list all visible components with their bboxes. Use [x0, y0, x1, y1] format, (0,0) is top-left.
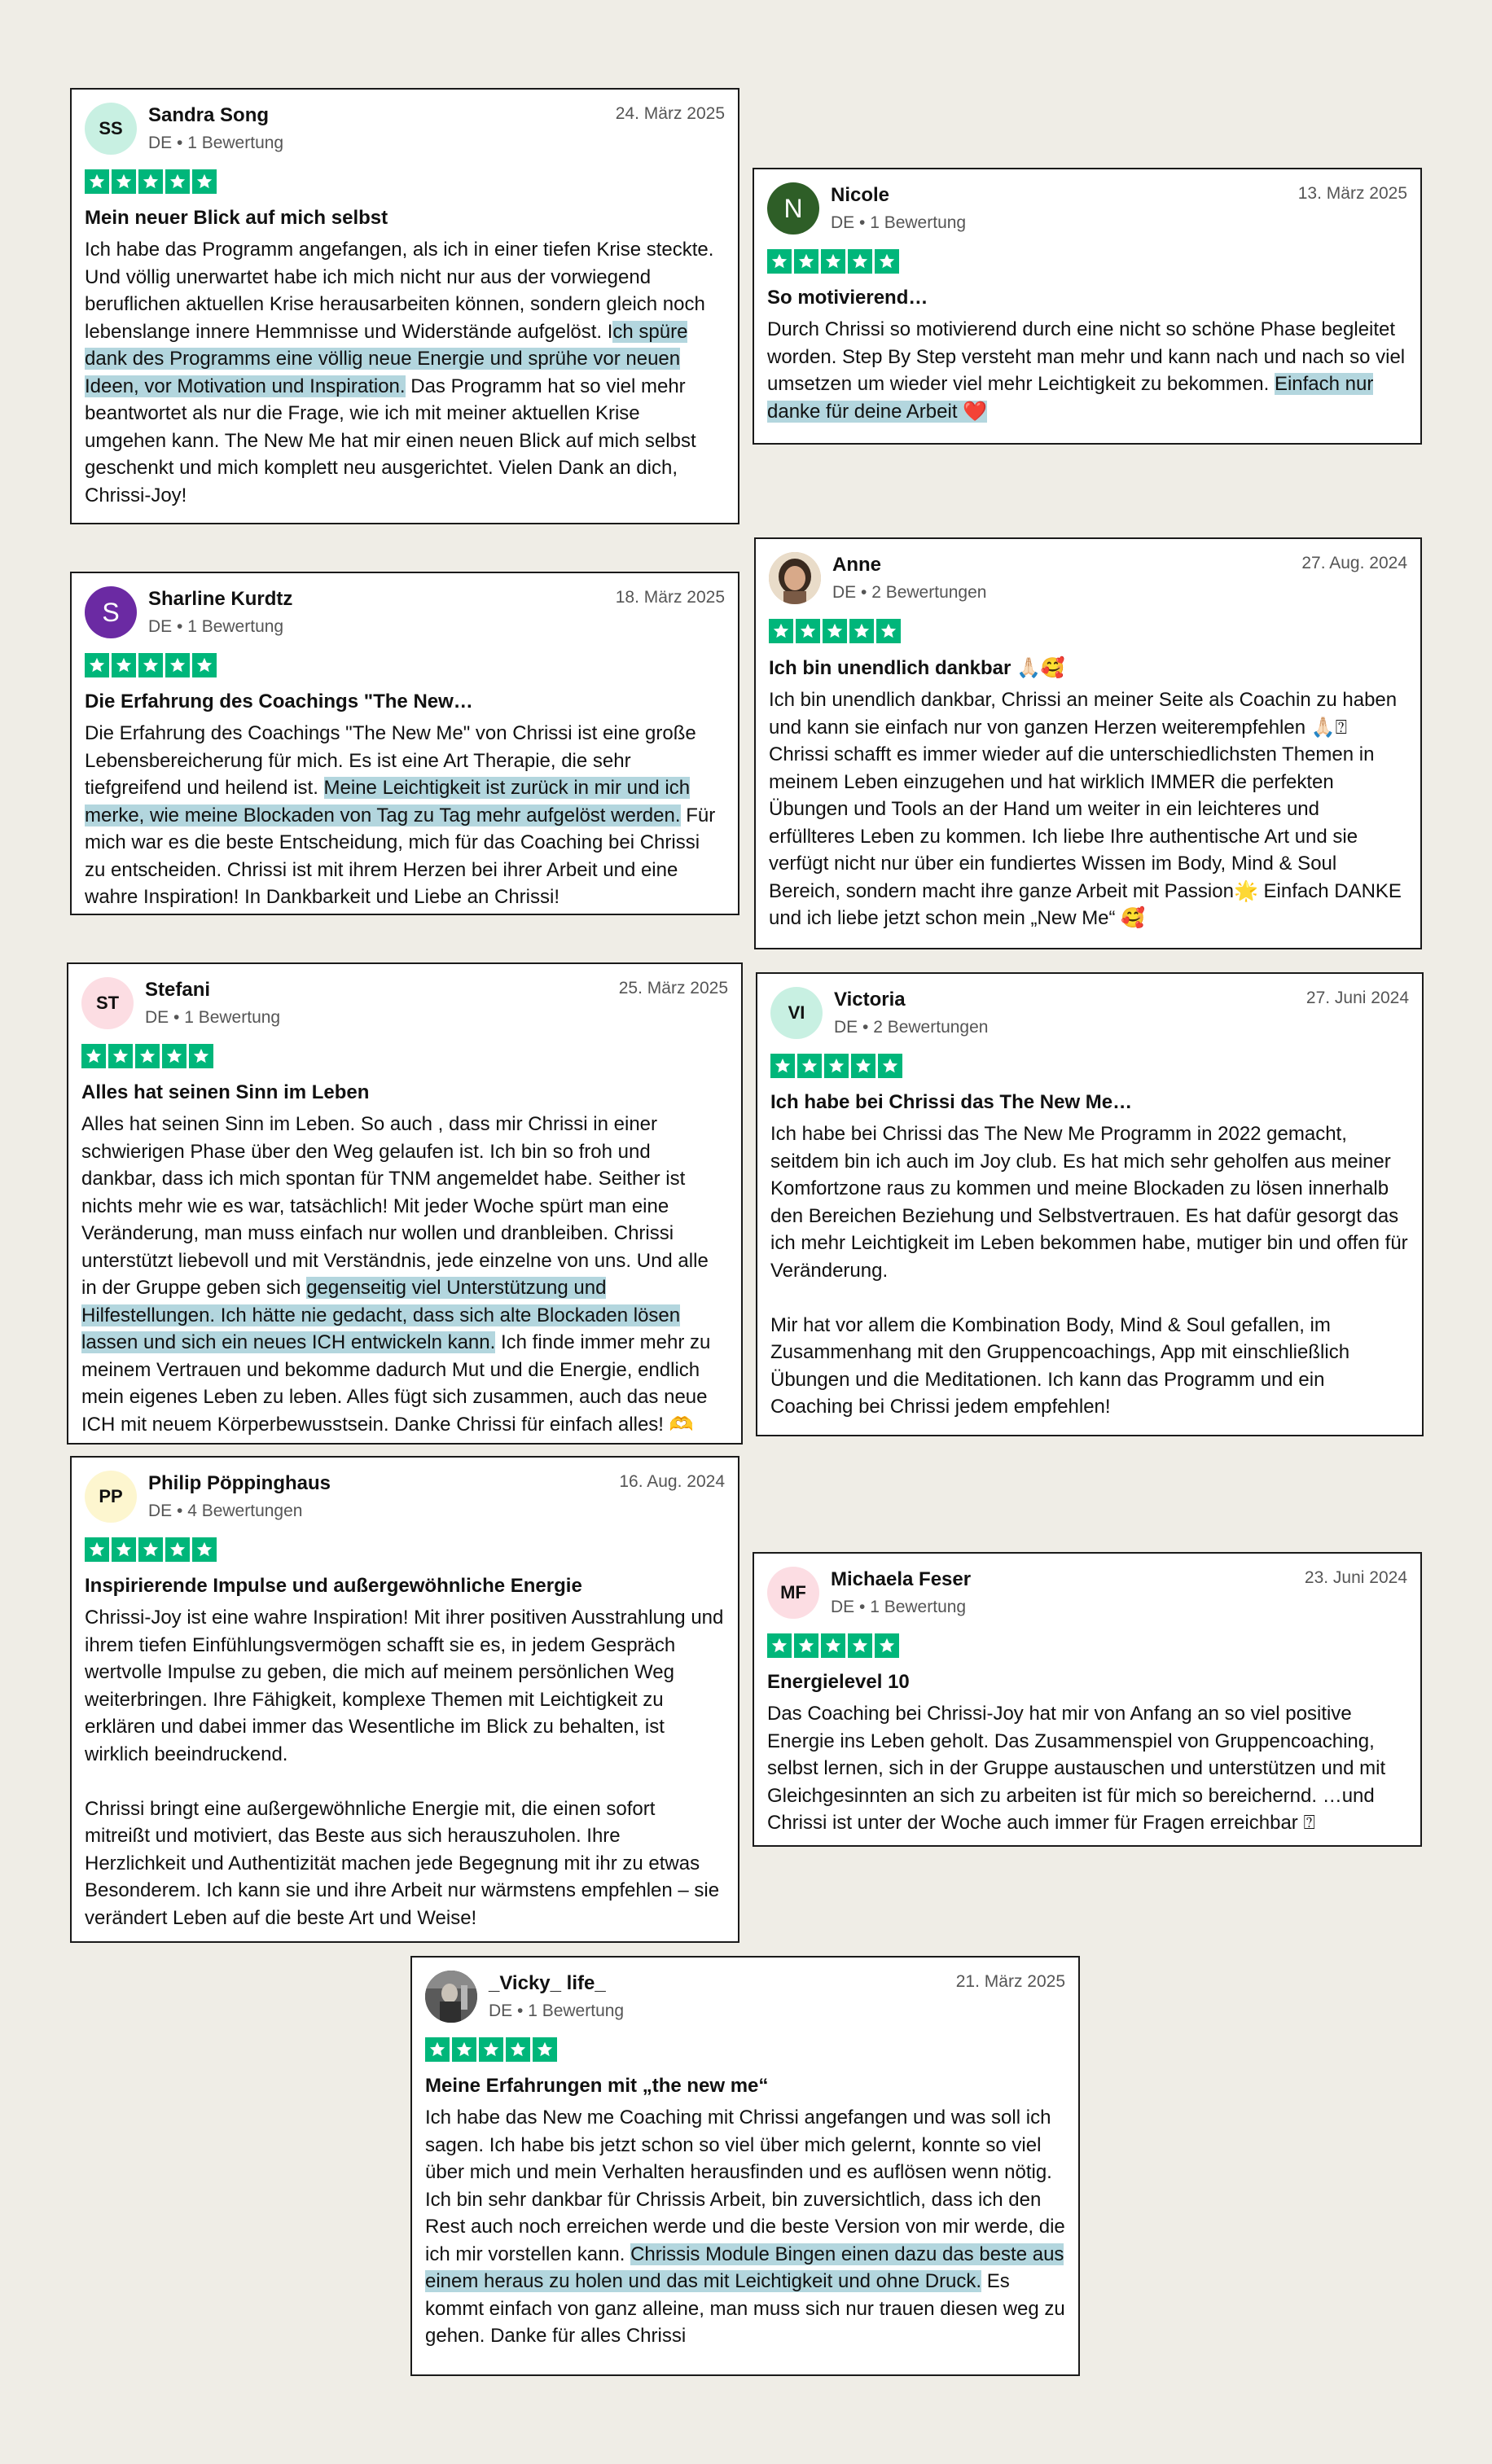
avatar-photo	[425, 1971, 477, 2023]
star-icon	[452, 2037, 476, 2062]
reviewer-meta: DE • 1 Bewertung	[831, 1598, 967, 1616]
review-date: 23. Juni 2024	[1304, 1568, 1407, 1587]
star-icon	[769, 619, 793, 643]
star-icon	[875, 1633, 899, 1658]
star-rating	[81, 1044, 728, 1068]
star-rating	[767, 1633, 1407, 1658]
star-icon	[112, 653, 136, 677]
review-date: 18. März 2025	[615, 588, 725, 607]
star-icon	[112, 1537, 136, 1562]
reviewer-name[interactable]: Michaela Feser	[831, 1568, 972, 1590]
review-text-part: Für mich war es die beste Entscheidung, mich für das Coaching bei Chrissi zu entscheiden. Chrissi ist mit ihrem Herzen bei ihrer Arbeit und eine wahre Inspiration! In Dankbarkeit und Liebe an Chrissi!	[85, 804, 716, 908]
review-text-part: Durch Chrissi so motivierend durch eine nicht so schöne Phase begleitet worden. Step By Step versteht man mehr und kann nach und nach so viel umsetzen um wieder viel mehr Leichtigkeit zu bekommen.	[767, 318, 1406, 395]
review-title[interactable]: So motivierend…	[767, 287, 928, 309]
avatar: S	[85, 586, 137, 638]
star-icon	[165, 653, 190, 677]
reviewer-meta: DE • 2 Bewertungen	[834, 1018, 989, 1037]
review-card	[70, 1456, 739, 1943]
star-icon	[794, 249, 818, 274]
review-title[interactable]: Die Erfahrung des Coachings "The New…	[85, 691, 473, 712]
star-icon	[821, 249, 845, 274]
star-rating	[770, 1054, 1409, 1078]
reviewer-name[interactable]: Nicole	[831, 184, 890, 206]
avatar: N	[767, 182, 819, 235]
star-icon	[849, 619, 874, 643]
star-rating	[425, 2037, 1065, 2062]
highlighted-text: Chrissis Module Bingen einen dazu das beste aus einem heraus zu holen und das mit Leichtigkeit und ohne Druck.	[425, 2243, 1064, 2292]
star-icon	[506, 2037, 530, 2062]
avatar: VI	[770, 987, 823, 1039]
star-icon	[479, 2037, 503, 2062]
review-date: 13. März 2025	[1297, 184, 1407, 203]
star-icon	[192, 169, 217, 194]
review-title[interactable]: Mein neuer Blick auf mich selbst	[85, 207, 388, 229]
reviewer-meta: DE • 1 Bewertung	[145, 1008, 281, 1027]
avatar-photo	[769, 552, 821, 604]
star-icon	[767, 1633, 792, 1658]
star-icon	[878, 1054, 902, 1078]
review-text-part: Ich habe das New me Coaching mit Chrissi angefangen und was soll ich sagen. Ich habe bis jetzt schon so viel über mich gelernt, konnte so viel über mich und mein Verhalten herausfinden und es auflösen wenn nötig. Ich bin sehr dankbar für Chrissis Arbeit, bin zuversichtlich, dass ich den Rest auch noch erreichen werde und die beste Version von mir werde, die ich mir vorstellen kann.	[425, 2107, 1065, 2265]
star-icon	[533, 2037, 557, 2062]
review-date: 16. Aug. 2024	[619, 1472, 725, 1491]
review-text: Ich bin unendlich dankbar, Chrissi an meiner Seite als Coachin zu haben und kann sie einfach nur von ganzen Herzen weiterempfehlen 🙏🏻⍰ Chrissi schafft es immer wieder auf die unterschiedlichsten Themen in meinem Leben einzugehen und hat wirklich IMMER die perfekten Übungen und Tools an der Hand um weiter in ein leichteres und erfüllteres Leben zu kommen. Ich liebe Ihre authentische Art und sie verfügt nicht nur über ein fundiertes Wissen im Body, Mind & Soul Bereich, sondern macht ihre ganze Arbeit mit Passion🌟 Einfach DANKE und ich liebe jetzt schon mein „New Me“ 🥰	[769, 689, 1402, 929]
review-title[interactable]: Alles hat seinen Sinn im Leben	[81, 1081, 370, 1103]
star-icon	[192, 653, 217, 677]
star-icon	[135, 1044, 160, 1068]
reviewer-meta: DE • 4 Bewertungen	[148, 1502, 303, 1520]
star-rating	[85, 169, 725, 194]
reviewer-meta: DE • 2 Bewertungen	[832, 583, 987, 602]
star-rating	[769, 619, 1407, 643]
avatar	[425, 1971, 477, 2023]
reviewer-meta: DE • 1 Bewertung	[489, 2001, 625, 2020]
star-icon	[81, 1044, 106, 1068]
review-text	[425, 2104, 1065, 2350]
highlighted-text: ch spüre dank des Programms eine völlig neue Energie und sprühe vor neuen Ideen, vor Motivation und Inspiration.	[85, 320, 688, 397]
star-rating	[767, 249, 1407, 274]
star-rating	[85, 653, 725, 677]
highlighted-text: gegenseitig viel Unterstützung und Hilfestellungen. Ich hätte nie gedacht, dass sich alte Blockaden lösen lassen und sich ein neues ICH entwickeln kann.	[81, 1277, 681, 1353]
reviewer-name[interactable]: _Vicky_ life_	[489, 1972, 606, 1994]
star-icon	[851, 1054, 875, 1078]
star-icon	[848, 249, 872, 274]
star-icon	[767, 249, 792, 274]
star-icon	[823, 619, 847, 643]
star-icon	[192, 1537, 217, 1562]
star-icon	[824, 1054, 849, 1078]
review-date: 21. März 2025	[955, 1972, 1065, 1991]
star-icon	[165, 169, 190, 194]
star-icon	[162, 1044, 186, 1068]
star-icon	[770, 1054, 795, 1078]
review-text-part: Alles hat seinen Sinn im Leben. So auch , dass mir Chrissi in einer schwierigen Phase über den Weg gelaufen ist. Ich bin so froh und dankbar, dass ich mich spontan für TNM angemeldet habe. Seither ist nichts mehr wie es war, tatsächlich! Mit jeder Woche spürt man eine Veränderung, man muss einfach nur wollen und dranbleiben. Chrissi unterstützt liebevoll und mit Verständnis, jede einzelne von uns. Und alle in der Gruppe geben sich	[81, 1113, 709, 1299]
star-icon	[112, 169, 136, 194]
review-title[interactable]: Ich habe bei Chrissi das The New Me…	[770, 1091, 1133, 1113]
reviewer-meta: DE • 1 Bewertung	[148, 134, 284, 152]
review-card	[753, 1552, 1422, 1847]
star-icon	[165, 1537, 190, 1562]
avatar	[769, 552, 821, 604]
star-icon	[189, 1044, 213, 1068]
star-icon	[138, 169, 163, 194]
review-text	[81, 1111, 728, 1438]
review-card	[410, 1956, 1080, 2376]
star-icon	[796, 619, 820, 643]
review-card	[754, 537, 1422, 949]
avatar: ST	[81, 977, 134, 1029]
star-icon	[821, 1633, 845, 1658]
reviewer-name[interactable]: Stefani	[145, 979, 211, 1001]
review-text: Ich habe bei Chrissi das The New Me Programm in 2022 gemacht, seitdem bin ich auch im Joy club. Es hat mich sehr geholfen aus meiner Komfortzone raus zu kommen und meine Blockaden zu lösen innerhalb den Bereichen Beziehung und Selbstvertrauen. Es hat dafür gesorgt das ich mehr Leichtigkeit im Leben bekommen habe, mutiger bin und offen für Veränderung. Mir hat vor allem die Kombination Body, Mind & Soul gefallen, im Zusammenhang mit den Gruppencoachings, App mit einschließlich Übungen und die Meditationen. Ich kann das Programm und ein Coaching bei Chrissi jedem empfehlen!	[770, 1123, 1408, 1418]
review-title[interactable]: Inspirierende Impulse und außergewöhnliche Energie	[85, 1575, 582, 1597]
avatar: MF	[767, 1567, 819, 1619]
star-icon	[108, 1044, 133, 1068]
star-icon	[85, 169, 109, 194]
avatar: SS	[85, 103, 137, 155]
review-text-part: Es kommt einfach von ganz alleine, man muss sich nur trauen diesen weg zu gehen. Danke für alles Chrissi	[425, 2270, 1065, 2347]
review-date: 24. März 2025	[615, 104, 725, 123]
reviewer-name[interactable]: Anne	[832, 554, 881, 576]
reviewer-name[interactable]: Sharline Kurdtz	[148, 588, 293, 610]
star-icon	[138, 653, 163, 677]
review-title[interactable]: Meine Erfahrungen mit „the new me“	[425, 2075, 769, 2097]
star-icon	[848, 1633, 872, 1658]
review-text: Chrissi-Joy ist eine wahre Inspiration! Mit ihrer positiven Ausstrahlung und ihrem tiefen Einfühlungsvermögen schafft sie es, in jedem Gespräch wertvolle Impulse zu geben, die mich auf meinem persönlichen Weg weiterbringen. Ihre Fähigkeit, komplexe Themen mit Leichtigkeit zu erklären und dabei immer das Wesentliche im Blick zu behalten, ist wirklich beeindruckend. Chrissi bringt eine außergewöhnliche Energie mit, die einen sofort mitreißt und motiviert, das Beste aus sich herauszuholen. Ihre Herzlichkeit und Authentizität machen jede Begegnung mit ihr zu etwas Besonderem. Ich kann sie und ihre Arbeit nur wärmstens empfehlen – sie verändert Leben auf die beste Art und Weise!	[85, 1607, 724, 1929]
review-title[interactable]: Energielevel 10	[767, 1671, 910, 1693]
review-text-part: Ich habe das Programm angefangen, als ich in einer tiefen Krise steckte. Und völlig unerwartet habe ich mich nicht nur aus der vorwiegend beruflichen aktuellen Krise herausarbeiten können, sondern gleich noch lebenslange innere Hemmnisse und Widerstände aufgelöst. I	[85, 239, 714, 343]
review-text-part: Das Programm hat so viel mehr beantwortet als nur die Frage, wie ich mit meiner aktuellen Krise umgehen kann. The New Me hat mir einen neuen Blick auf mich selbst geschenkt und mich komplett neu ausgerichtet. Vielen Dank an dich, Chrissi-Joy!	[85, 375, 696, 506]
review-text	[767, 316, 1407, 425]
review-text-part: Die Erfahrung des Coachings "The New Me" von Chrissi ist eine große Lebensbereicherung für mich. Es ist eine Art Therapie, die sehr tiefgreifend und heilend ist.	[85, 722, 696, 799]
review-date: 25. März 2025	[618, 979, 728, 997]
reviewer-meta: DE • 1 Bewertung	[831, 213, 967, 232]
reviewer-name[interactable]: Sandra Song	[148, 104, 270, 126]
star-icon	[85, 1537, 109, 1562]
star-rating	[85, 1537, 725, 1562]
reviewer-meta: DE • 1 Bewertung	[148, 617, 284, 636]
highlighted-text: Meine Leichtigkeit ist zurück in mir und ich merke, wie meine Blockaden von Tag zu Tag mehr aufgelöst werden.	[85, 777, 691, 826]
review-date: 27. Juni 2024	[1306, 989, 1409, 1007]
star-icon	[797, 1054, 822, 1078]
review-text: Das Coaching bei Chrissi-Joy hat mir von Anfang an so viel positive Energie ins Leben geholt. Das Zusammenspiel von Gruppencoaching, selbst lernen, sich in der Gruppe austauschen und unterstützen und mit Gleichgesinnten an sich zu arbeiten ist für mich so bereichernd. …und Chrissi ist unter der Woche auch immer für Fragen erreichbar ⍰	[767, 1703, 1386, 1834]
star-icon	[876, 619, 901, 643]
review-card	[70, 572, 739, 915]
highlighted-text: Einfach nur danke für deine Arbeit ❤️	[767, 373, 1374, 423]
star-icon	[425, 2037, 450, 2062]
review-card	[753, 168, 1422, 445]
star-icon	[85, 653, 109, 677]
review-text-part: Ich finde immer mehr zu meinem Vertrauen und bekomme dadurch Mut und die Energie, endlich mein eigenes Leben zu leben. Alles fügt sich zusammen, auch das neue ICH mit neuem Körperbewusstsein. Danke Chrissi für einfach alles! 🫶	[81, 1331, 711, 1436]
review-text	[85, 236, 725, 509]
review-date: 27. Aug. 2024	[1301, 554, 1407, 572]
star-icon	[794, 1633, 818, 1658]
star-icon	[138, 1537, 163, 1562]
review-text	[85, 720, 725, 911]
reviewer-name[interactable]: Victoria	[834, 989, 906, 1011]
review-card	[67, 962, 743, 1445]
avatar: PP	[85, 1471, 137, 1523]
review-card	[756, 972, 1424, 1436]
review-title[interactable]: Ich bin unendlich dankbar 🙏🏻🥰	[769, 657, 1065, 679]
star-icon	[875, 249, 899, 274]
reviewer-name[interactable]: Philip Pöppinghaus	[148, 1472, 331, 1494]
review-card	[70, 88, 739, 524]
